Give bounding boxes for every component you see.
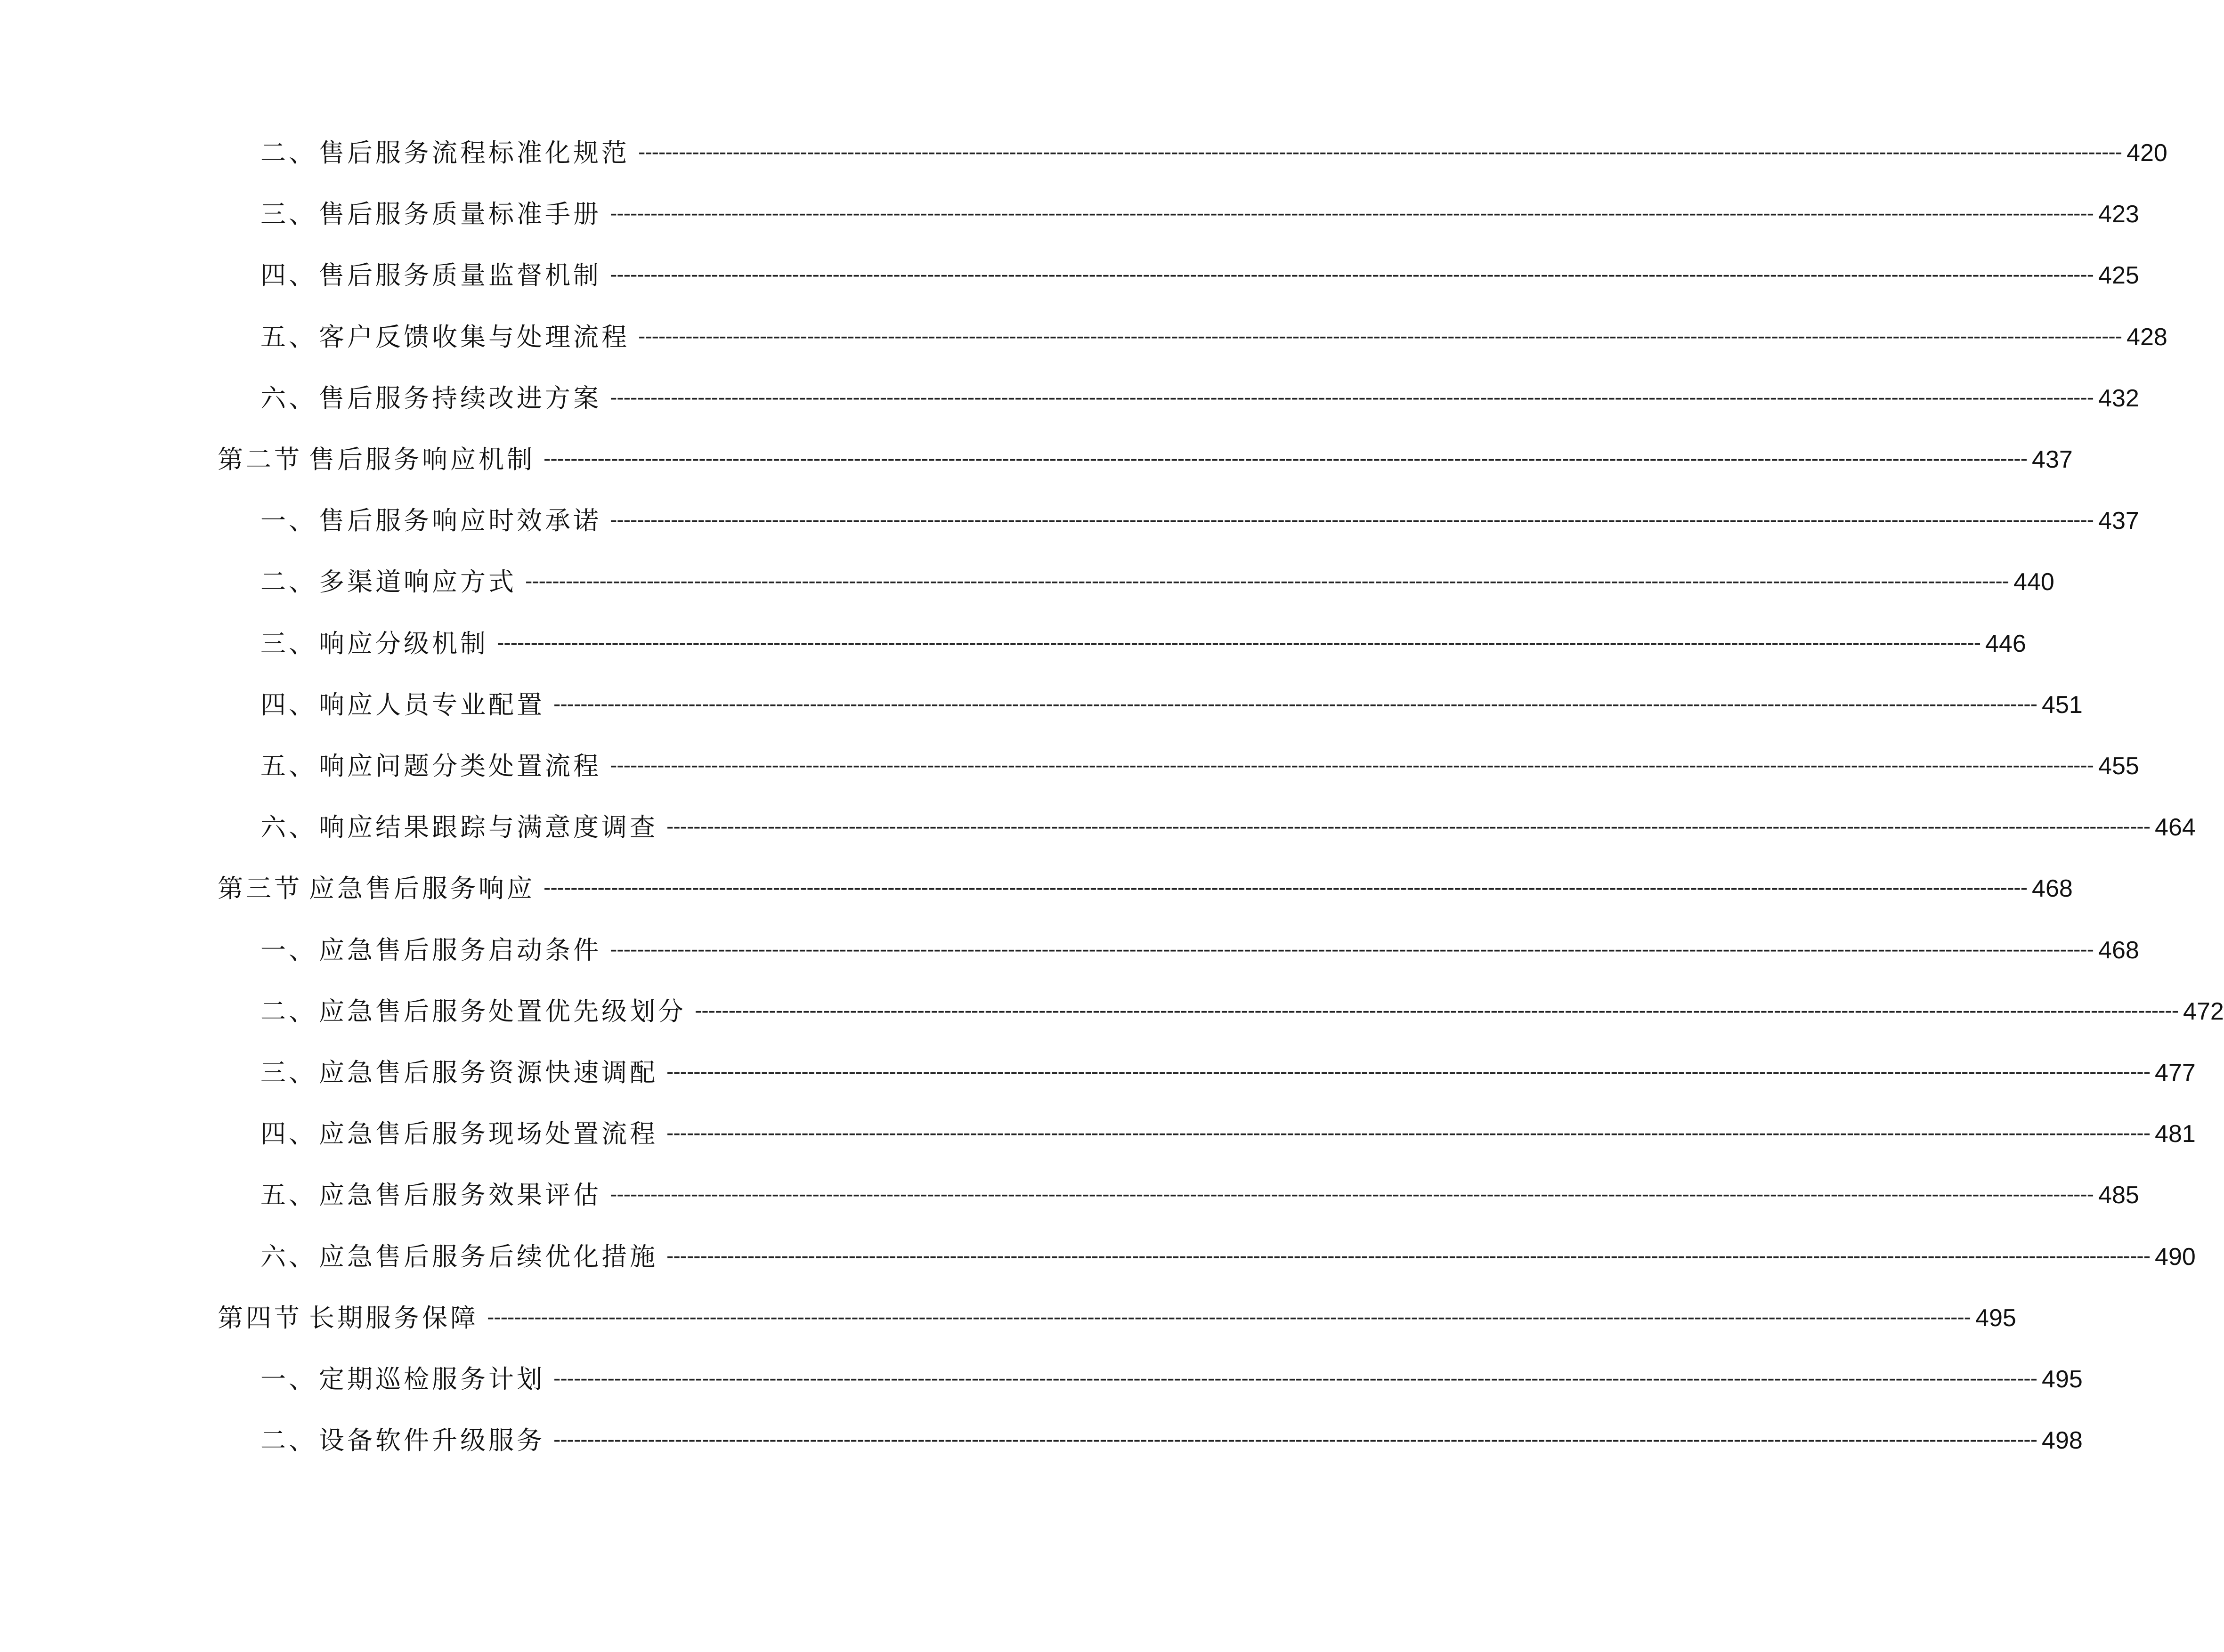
toc-page-number: 477 xyxy=(2155,1059,2196,1086)
toc-entry-title: 多渠道响应方式 xyxy=(319,567,517,597)
toc-item-entry[interactable] xyxy=(260,625,2026,663)
toc-page-number: 420 xyxy=(2127,139,2167,167)
toc-page-number: 468 xyxy=(2032,875,2073,902)
toc-item-entry[interactable] xyxy=(260,993,2224,1030)
toc-dot-leader: ---------------------------------------------------------------------------------------------------------------------------------------------------------------------------------------------------------------------------- xyxy=(610,385,2094,409)
toc-entry-title: 应急售后服务效果评估 xyxy=(319,1180,601,1210)
toc-page-number: 455 xyxy=(2098,753,2139,780)
toc-page-number: 468 xyxy=(2098,937,2139,964)
toc-entry-number: 四、 xyxy=(260,1119,317,1149)
toc-item-entry[interactable] xyxy=(260,1422,2083,1459)
toc-entry-number: 四、 xyxy=(260,690,317,720)
toc-entry-title: 客户反馈收集与处理流程 xyxy=(319,322,630,352)
toc-dot-leader: ---------------------------------------------------------------------------------------------------------------------------------------------------------------------------------------------------------------------------- xyxy=(610,262,2094,286)
toc-page-number: 428 xyxy=(2127,324,2167,351)
toc-entry-title: 响应分级机制 xyxy=(319,629,488,658)
toc-entry-title: 售后服务响应机制 xyxy=(309,445,535,474)
toc-dot-leader: ---------------------------------------------------------------------------------------------------------------------------------------------------------------------------------------------------------------------------- xyxy=(553,1427,2037,1451)
toc-entry-number: 二、 xyxy=(260,1425,317,1455)
toc-entry-number: 第四节 xyxy=(218,1303,302,1333)
toc-item-entry[interactable] xyxy=(260,809,2196,846)
toc-entry-title: 设备软件升级服务 xyxy=(319,1425,545,1455)
toc-page-number: 490 xyxy=(2155,1243,2196,1271)
toc-entry-title: 响应人员专业配置 xyxy=(319,690,545,720)
toc-entry-number: 二、 xyxy=(260,996,317,1026)
toc-entry-number: 二、 xyxy=(260,567,317,597)
toc-page-number: 423 xyxy=(2098,201,2139,228)
toc-dot-leader: ---------------------------------------------------------------------------------------------------------------------------------------------------------------------------------------------------------------------------- xyxy=(610,201,2094,225)
toc-dot-leader: ---------------------------------------------------------------------------------------------------------------------------------------------------------------------------------------------------------------------------- xyxy=(487,1304,1971,1329)
toc-dot-leader: ---------------------------------------------------------------------------------------------------------------------------------------------------------------------------------------------------------------------------- xyxy=(638,324,2122,348)
toc-dot-leader: ---------------------------------------------------------------------------------------------------------------------------------------------------------------------------------------------------------------------------- xyxy=(610,937,2094,961)
toc-dot-leader: ---------------------------------------------------------------------------------------------------------------------------------------------------------------------------------------------------------------------------- xyxy=(666,814,2151,838)
toc-entry-number: 六、 xyxy=(260,383,317,413)
toc-dot-leader: ---------------------------------------------------------------------------------------------------------------------------------------------------------------------------------------------------------------------------- xyxy=(497,630,1981,655)
toc-item-entry[interactable] xyxy=(260,1054,2196,1092)
toc-entry-title: 售后服务质量标准手册 xyxy=(319,199,601,229)
toc-entry-number: 五、 xyxy=(260,322,317,352)
toc-page-number: 437 xyxy=(2098,507,2139,534)
toc-dot-leader: ---------------------------------------------------------------------------------------------------------------------------------------------------------------------------------------------------------------------------- xyxy=(638,139,2122,164)
toc-page-number: 472 xyxy=(2183,998,2224,1025)
toc-entry-title: 定期巡检服务计划 xyxy=(319,1364,545,1394)
toc-item-entry[interactable] xyxy=(260,931,2139,969)
toc-item-entry[interactable] xyxy=(260,747,2139,785)
toc-entry-number: 一、 xyxy=(260,935,317,965)
toc-entry-number: 三、 xyxy=(260,1058,317,1087)
toc-entry-title: 应急售后服务处置优先级划分 xyxy=(319,996,686,1026)
toc-dot-leader: ---------------------------------------------------------------------------------------------------------------------------------------------------------------------------------------------------------------------------- xyxy=(553,691,2037,716)
toc-item-entry[interactable] xyxy=(260,257,2139,294)
toc-entry-number: 三、 xyxy=(260,629,317,658)
toc-entry-title: 应急售后服务响应 xyxy=(309,874,535,903)
toc-dot-leader: ---------------------------------------------------------------------------------------------------------------------------------------------------------------------------------------------------------------------------- xyxy=(544,875,2028,899)
toc-page-number: 446 xyxy=(1985,630,2026,657)
toc-page-number: 440 xyxy=(2013,568,2054,596)
toc-dot-leader: ---------------------------------------------------------------------------------------------------------------------------------------------------------------------------------------------------------------------------- xyxy=(544,446,2028,470)
toc-entry-number: 五、 xyxy=(260,751,317,781)
toc-entry-number: 五、 xyxy=(260,1180,317,1210)
toc-page-number: 498 xyxy=(2042,1427,2083,1454)
toc-page-number: 495 xyxy=(2042,1366,2083,1393)
toc-entry-title: 售后服务响应时效承诺 xyxy=(319,506,601,535)
toc-section-entry[interactable] xyxy=(218,870,2073,907)
toc-dot-leader: ---------------------------------------------------------------------------------------------------------------------------------------------------------------------------------------------------------------------------- xyxy=(666,1243,2151,1268)
toc-item-entry[interactable] xyxy=(260,195,2139,233)
toc-entry-number: 二、 xyxy=(260,138,317,168)
toc-entry-title: 响应结果跟踪与满意度调查 xyxy=(319,812,658,842)
toc-entry-number: 一、 xyxy=(260,506,317,535)
toc-dot-leader: ---------------------------------------------------------------------------------------------------------------------------------------------------------------------------------------------------------------------------- xyxy=(695,998,2179,1022)
toc-dot-leader: ---------------------------------------------------------------------------------------------------------------------------------------------------------------------------------------------------------------------------- xyxy=(610,507,2094,532)
toc-entry-title: 售后服务持续改进方案 xyxy=(319,383,601,413)
toc-entry-title: 应急售后服务现场处置流程 xyxy=(319,1119,658,1149)
toc-dot-leader: ---------------------------------------------------------------------------------------------------------------------------------------------------------------------------------------------------------------------------- xyxy=(553,1366,2037,1390)
toc-entry-title: 应急售后服务资源快速调配 xyxy=(319,1058,658,1087)
toc-item-entry[interactable] xyxy=(260,380,2139,417)
toc-page-number: 485 xyxy=(2098,1182,2139,1209)
toc-entry-number: 第二节 xyxy=(218,445,302,474)
toc-item-entry[interactable] xyxy=(260,686,2083,724)
toc-page-number: 464 xyxy=(2155,814,2196,841)
toc-entry-title: 长期服务保障 xyxy=(309,1303,479,1333)
toc-item-entry[interactable] xyxy=(260,1115,2196,1153)
toc-entry-title: 应急售后服务后续优化措施 xyxy=(319,1242,658,1271)
toc-entry-number: 六、 xyxy=(260,812,317,842)
toc-item-entry[interactable] xyxy=(260,318,2167,356)
toc-dot-leader: ---------------------------------------------------------------------------------------------------------------------------------------------------------------------------------------------------------------------------- xyxy=(666,1120,2151,1145)
toc-page-number: 481 xyxy=(2155,1120,2196,1148)
toc-page-number: 437 xyxy=(2032,446,2073,473)
toc-item-entry[interactable] xyxy=(260,563,2054,601)
toc-entry-title: 售后服务流程标准化规范 xyxy=(319,138,630,168)
toc-item-entry[interactable] xyxy=(260,1176,2139,1214)
toc-page-number: 451 xyxy=(2042,691,2083,719)
toc-item-entry[interactable] xyxy=(260,502,2139,540)
toc-entry-title: 应急售后服务启动条件 xyxy=(319,935,601,965)
toc-entry-number: 三、 xyxy=(260,199,317,229)
toc-item-entry[interactable] xyxy=(260,134,2167,172)
toc-entry-title: 售后服务质量监督机制 xyxy=(319,260,601,290)
toc-dot-leader: ---------------------------------------------------------------------------------------------------------------------------------------------------------------------------------------------------------------------------- xyxy=(610,1182,2094,1206)
toc-section-entry[interactable] xyxy=(218,441,2073,478)
toc-entry-number: 四、 xyxy=(260,260,317,290)
toc-dot-leader: ---------------------------------------------------------------------------------------------------------------------------------------------------------------------------------------------------------------------------- xyxy=(525,568,2009,593)
toc-entry-number: 六、 xyxy=(260,1242,317,1271)
toc-page-number: 425 xyxy=(2098,262,2139,289)
toc-section-entry[interactable] xyxy=(218,1299,2016,1337)
toc-item-entry[interactable] xyxy=(260,1360,2083,1398)
toc-item-entry[interactable] xyxy=(260,1238,2196,1276)
toc-entry-number: 第三节 xyxy=(218,874,302,903)
toc-dot-leader: ---------------------------------------------------------------------------------------------------------------------------------------------------------------------------------------------------------------------------- xyxy=(666,1059,2151,1084)
toc-entry-number: 一、 xyxy=(260,1364,317,1394)
toc-page-number: 432 xyxy=(2098,385,2139,412)
toc-entry-title: 响应问题分类处置流程 xyxy=(319,751,601,781)
toc-page-number: 495 xyxy=(1975,1304,2016,1332)
toc-dot-leader: ---------------------------------------------------------------------------------------------------------------------------------------------------------------------------------------------------------------------------- xyxy=(610,753,2094,777)
